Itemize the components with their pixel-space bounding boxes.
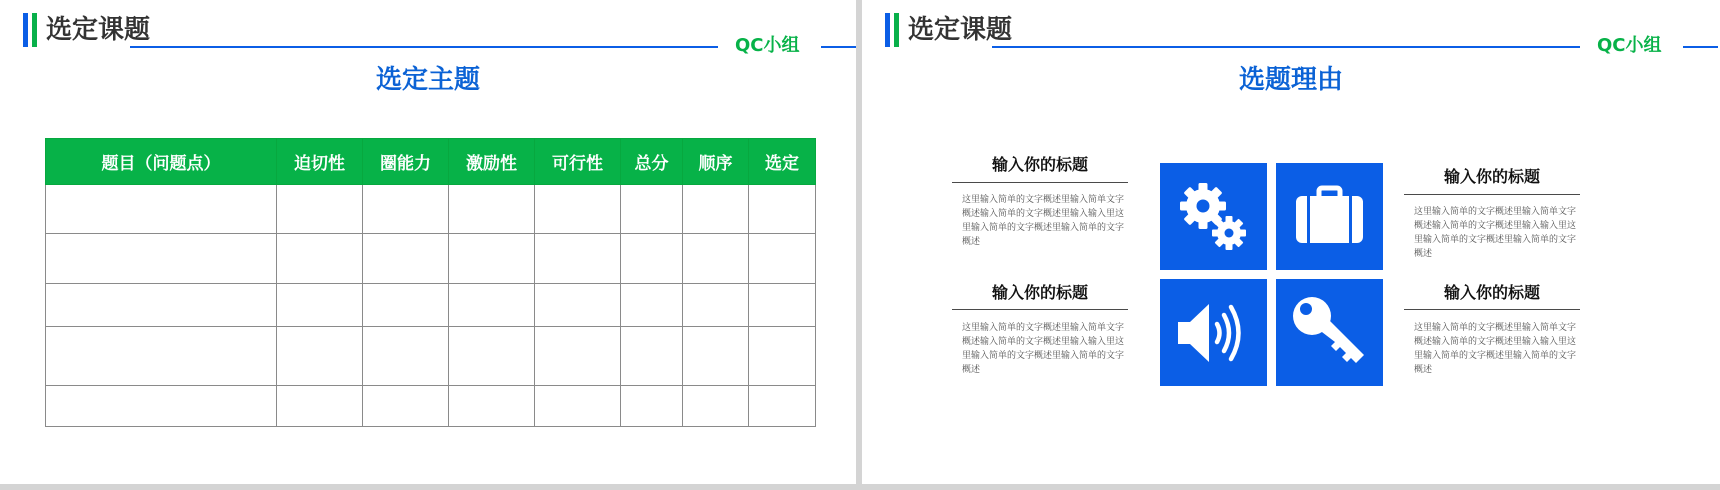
table-cell — [277, 327, 363, 386]
table-cell — [535, 284, 621, 327]
table-cell — [363, 234, 449, 284]
table-cell — [46, 386, 277, 427]
item-description: 这里输入简单的文字概述里输入简单文字概述输入简单的文字概述里输入输入里这里输入简单的文字概述里输入简单的文字概述 — [1414, 207, 1577, 259]
header-divider-right — [1683, 46, 1718, 48]
page-title: 选定课题 — [908, 15, 1013, 45]
column-header-urgency: 迫切性 — [277, 139, 363, 185]
item-description: 这里输入简单的文字概述里输入简单文字概述输入简单的文字概述里输入输入里这里输入简单的文字概述里输入简单的文字概述 — [1414, 323, 1577, 375]
slide-select-topic — [0, 0, 856, 484]
table-header-row — [46, 139, 816, 185]
table-cell — [46, 327, 277, 386]
table-cell — [535, 234, 621, 284]
column-header-motivation: 激励性 — [449, 139, 535, 185]
table-cell — [535, 185, 621, 234]
table-cell — [683, 327, 749, 386]
column-header-order: 顺序 — [683, 139, 749, 185]
table-cell — [363, 327, 449, 386]
table-row — [46, 234, 816, 284]
column-header-feasibility: 可行性 — [535, 139, 621, 185]
table-cell — [621, 327, 683, 386]
table-cell — [449, 284, 535, 327]
table-cell — [683, 386, 749, 427]
item-title: 输入你的标题 — [991, 155, 1088, 174]
item-title: 输入你的标题 — [1443, 167, 1540, 186]
key-icon — [1276, 279, 1383, 386]
item-divider — [1404, 194, 1580, 195]
table-cell — [683, 284, 749, 327]
header-accent-bar-blue — [23, 13, 28, 47]
group-label: QC小组 — [735, 35, 800, 56]
gears-icon — [1160, 163, 1267, 270]
briefcase-icon — [1276, 163, 1383, 270]
table-row — [46, 284, 816, 327]
table-row — [46, 185, 816, 234]
topic-selection-table — [45, 138, 816, 427]
tile-gears — [1160, 163, 1267, 270]
column-header-capability: 圈能力 — [363, 139, 449, 185]
header-divider — [130, 46, 718, 48]
item-divider — [952, 182, 1128, 183]
table-cell — [363, 284, 449, 327]
table-cell — [535, 327, 621, 386]
table-cell — [46, 284, 277, 327]
slide-topic-reasons — [862, 0, 1720, 484]
table-cell — [363, 185, 449, 234]
header-accent-bar-green — [32, 13, 37, 47]
table-cell — [449, 185, 535, 234]
table-cell — [277, 386, 363, 427]
table-cell — [46, 234, 277, 284]
item-divider — [952, 309, 1128, 310]
column-header-selected: 选定 — [749, 139, 816, 185]
table-cell — [621, 284, 683, 327]
table-cell — [535, 386, 621, 427]
tile-key — [1276, 279, 1383, 386]
speaker-icon — [1160, 279, 1267, 386]
table-cell — [621, 234, 683, 284]
table-cell — [683, 185, 749, 234]
table-cell — [621, 185, 683, 234]
table-cell — [277, 284, 363, 327]
tile-briefcase — [1276, 163, 1383, 270]
section-subtitle: 选定主题 — [375, 65, 480, 95]
table-cell — [621, 386, 683, 427]
table-cell — [449, 327, 535, 386]
column-header-total: 总分 — [621, 139, 683, 185]
item-description: 这里输入简单的文字概述里输入简单文字概述输入简单的文字概述里输入输入里这里输入简单的文字概述里输入简单的文字概述 — [962, 195, 1125, 247]
header-divider — [992, 46, 1580, 48]
tile-speaker — [1160, 279, 1267, 386]
column-header-topic: 题目（问题点） — [46, 139, 277, 185]
table-cell — [749, 327, 816, 386]
item-title: 输入你的标题 — [991, 283, 1088, 302]
item-divider — [1404, 309, 1580, 310]
table-row — [46, 327, 816, 386]
table-cell — [449, 386, 535, 427]
table-cell — [363, 386, 449, 427]
header-accent-bar-blue — [885, 13, 890, 47]
table-cell — [277, 234, 363, 284]
item-title: 输入你的标题 — [1443, 283, 1540, 302]
table-cell — [749, 386, 816, 427]
table-cell — [683, 234, 749, 284]
item-description: 这里输入简单的文字概述里输入简单文字概述输入简单的文字概述里输入输入里这里输入简单的文字概述里输入简单的文字概述 — [962, 323, 1125, 375]
group-label: QC小组 — [1597, 35, 1662, 56]
table-cell — [749, 185, 816, 234]
header-divider-right — [821, 46, 856, 48]
table-cell — [277, 185, 363, 234]
table-row — [46, 386, 816, 427]
table-cell — [449, 234, 535, 284]
table-cell — [749, 234, 816, 284]
header-accent-bar-green — [894, 13, 899, 47]
section-subtitle: 选题理由 — [1238, 65, 1343, 95]
table-cell — [749, 284, 816, 327]
table-cell — [46, 185, 277, 234]
page-title: 选定课题 — [46, 15, 151, 45]
